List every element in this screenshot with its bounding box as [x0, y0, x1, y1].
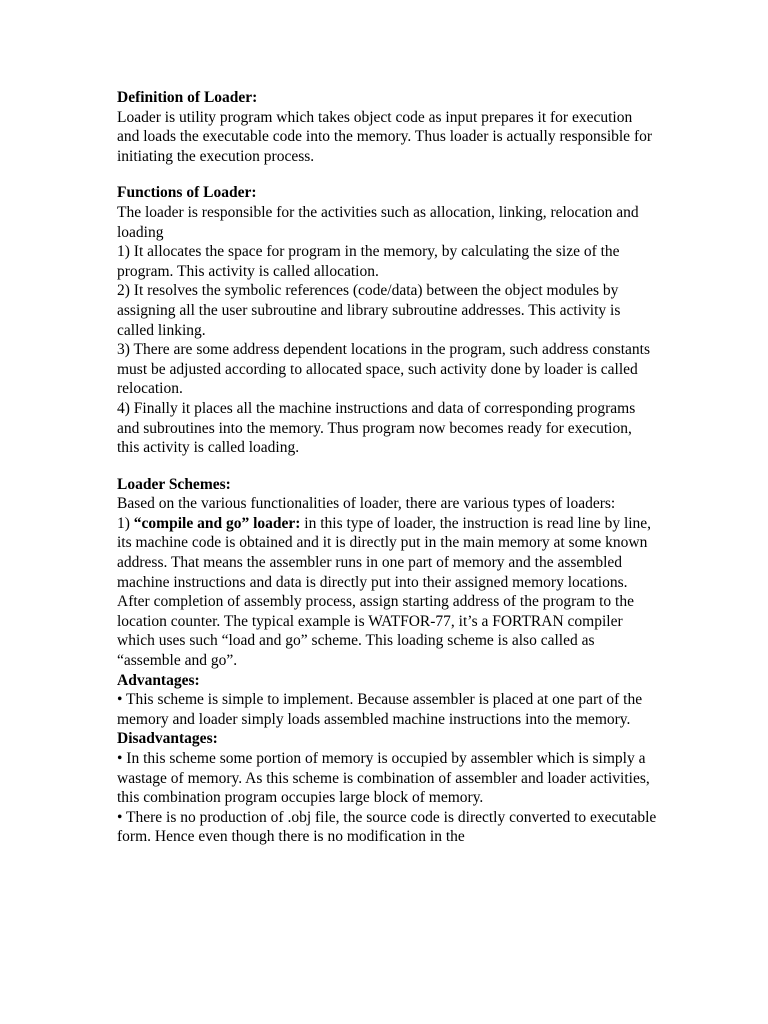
schemes-section: [117, 475, 657, 847]
scheme-item-title: “compile and go” loader:: [133, 514, 301, 532]
disadvantage-item: • In this scheme some portion of memory is occupied by assembler which is simply a wastage of memory. As this scheme is combination of assembler and loader activities, this combination program occupies large block of memory.: [117, 750, 650, 807]
advantage-item: • This scheme is simple to implement. Because assembler is placed at one part of the memory and loader simply loads assembled machine instructions into the memory.: [117, 691, 643, 728]
advantages-heading: Advantages:: [117, 671, 200, 689]
function-item-relocation: 3) There are some address dependent locations in the program, such address constants must be adjusted according to allocated space, such activity done by loader is called relocation.: [117, 341, 651, 398]
functions-section: [117, 183, 657, 457]
disadvantage-item: • There is no production of .obj file, the source code is directly converted to executable form. Hence even though there is no modification in the: [117, 808, 657, 846]
scheme-item-compile-and-go: [117, 514, 657, 671]
functions-intro: The loader is responsible for the activities such as allocation, linking, relocation and loading: [117, 203, 639, 241]
document-page: [117, 88, 657, 847]
functions-heading: Functions of Loader:: [117, 184, 257, 202]
disadvantages-heading: Disadvantages:: [117, 730, 218, 748]
function-item-allocation: 1) It allocates the space for program in the memory, by calculating the size of the program. This activity is called allocation.: [117, 243, 620, 280]
schemes-heading: Loader Schemes:: [117, 475, 231, 493]
scheme-item-text: in this type of loader, the instruction is read line by line, its machine code is obtained and it is directly put in the main memory at some known address. That means the assembler runs in one part of memory and the assembled machine instructions and data is directly put into their assigned memory locations. After completion of assembly process, assign starting address of the program to the location counter. The typical example is WATFOR-77, it’s a FORTRAN compiler which uses such “load and go” scheme. This loading scheme is also called as “assemble and go”.: [117, 514, 652, 670]
function-item-loading: 4) Finally it places all the machine instructions and data of corresponding programs and subroutines into the memory. Thus program now becomes ready for execution, this activity is called loading.: [117, 399, 636, 457]
schemes-intro: Based on the various functionalities of loader, there are various types of loaders:: [117, 495, 616, 513]
definition-heading: Definition of Loader:: [117, 89, 258, 106]
function-item-linking: 2) It resolves the symbolic references (code/data) between the object modules by assigning all the user subroutine and library subroutine addresses. This activity is called linking.: [117, 282, 621, 339]
scheme-item-prefix: 1): [117, 514, 134, 532]
definition-section: [117, 88, 657, 166]
definition-body: Loader is utility program which takes object code as input prepares it for execution and loads the executable code into the memory. Thus loader is actually responsible for initiating the execution process.: [117, 108, 653, 165]
